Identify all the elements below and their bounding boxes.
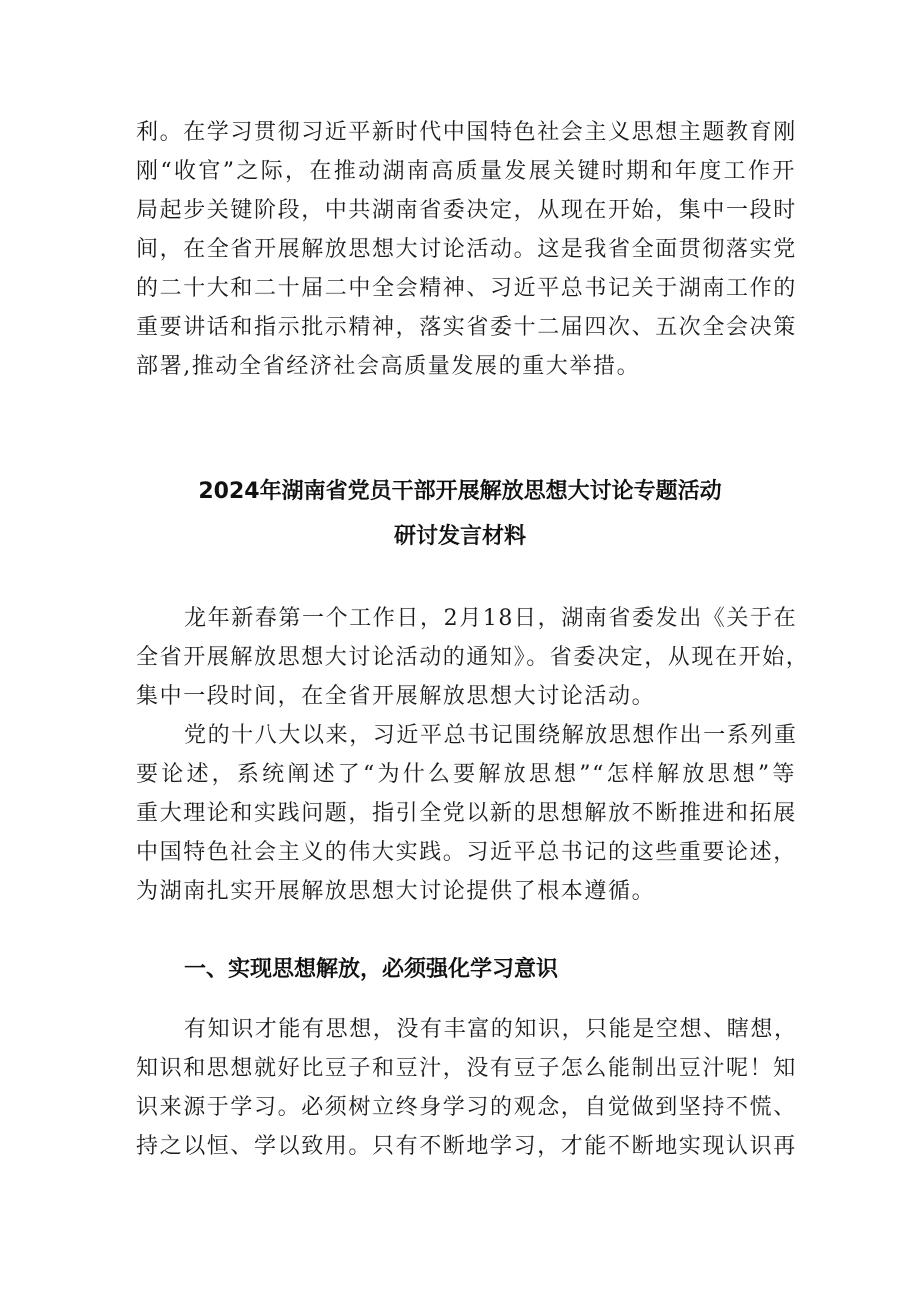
document-title-line-1: 2024年湖南省党员干部开展解放思想大讨论专题活动 [198,479,722,504]
intro-line-1: 利。在学习贯彻习近平新时代中国特色社会主义思想主题教育刚 [136,120,797,145]
paragraph-2-line-2: 要论述，系统阐述了“为什么要解放思想”“怎样解放思想”等 [136,762,796,787]
paragraph-2-line-5: 为湖南扎实开展解放思想大讨论提供了根本遵循。 [136,879,656,904]
paragraph-3-line-2: 知识和思想就好比豆子和豆汁，没有豆子怎么能制出豆汁呢！知 [136,1056,797,1081]
paragraph-3-line-1: 有知识才能有思想，没有丰富的知识，只能是空想、瞎想， [184,1017,798,1042]
intro-line-2: 刚“收官”之际，在推动湖南高质量发展关键时期和年度工作开 [136,159,796,184]
intro-paragraph [136,113,796,386]
paragraph-2-line-1: 党的十八大以来，习近平总书记围绕解放思想作出一系列重 [184,723,798,748]
paragraph-3-line-3: 识来源于学习。必须树立终身学习的观念，自觉做到坚持不慌、 [136,1095,797,1120]
paragraph-2-line-3: 重大理论和实践问题，指引全党以新的思想解放不断推进和拓展 [136,801,797,826]
section-heading-1: 一、实现思想解放，必须强化学习意识 [184,957,559,982]
intro-line-3: 局起步关键阶段，中共湖南省委决定，从现在开始，集中一段时 [136,198,797,223]
paragraph-1-line-1: 龙年新春第一个工作日，2月18日，湖南省委发出《关于在 [184,606,798,631]
paragraph-3-line-4: 持之以恒、学以致用。只有不断地学习，才能不断地实现认识再 [136,1134,797,1159]
paragraph-3 [136,1010,796,1166]
intro-line-6: 重要讲话和指示批示精神，落实省委十二届四次、五次全会决策 [136,315,797,340]
paragraph-2 [136,716,796,911]
intro-line-4: 间，在全省开展解放思想大讨论活动。这是我省全面贯彻落实党 [136,237,797,262]
intro-line-7: 部署,推动全省经济社会高质量发展的重大举措。 [136,354,641,379]
paragraph-1-line-3: 集中一段时间，在全省开展解放思想大讨论活动。 [136,684,656,709]
intro-line-5: 的二十大和二十届二中全会精神、习近平总书记关于湖南工作的 [136,276,797,301]
paragraph-2-line-4: 中国特色社会主义的伟大实践。习近平总书记的这些重要论述， [136,840,797,865]
paragraph-1-line-2: 全省开展解放思想大讨论活动的通知》。省委决定，从现在开始， [136,645,810,670]
paragraph-1 [136,599,810,716]
document-title-line-2: 研讨发言材料 [393,524,526,549]
